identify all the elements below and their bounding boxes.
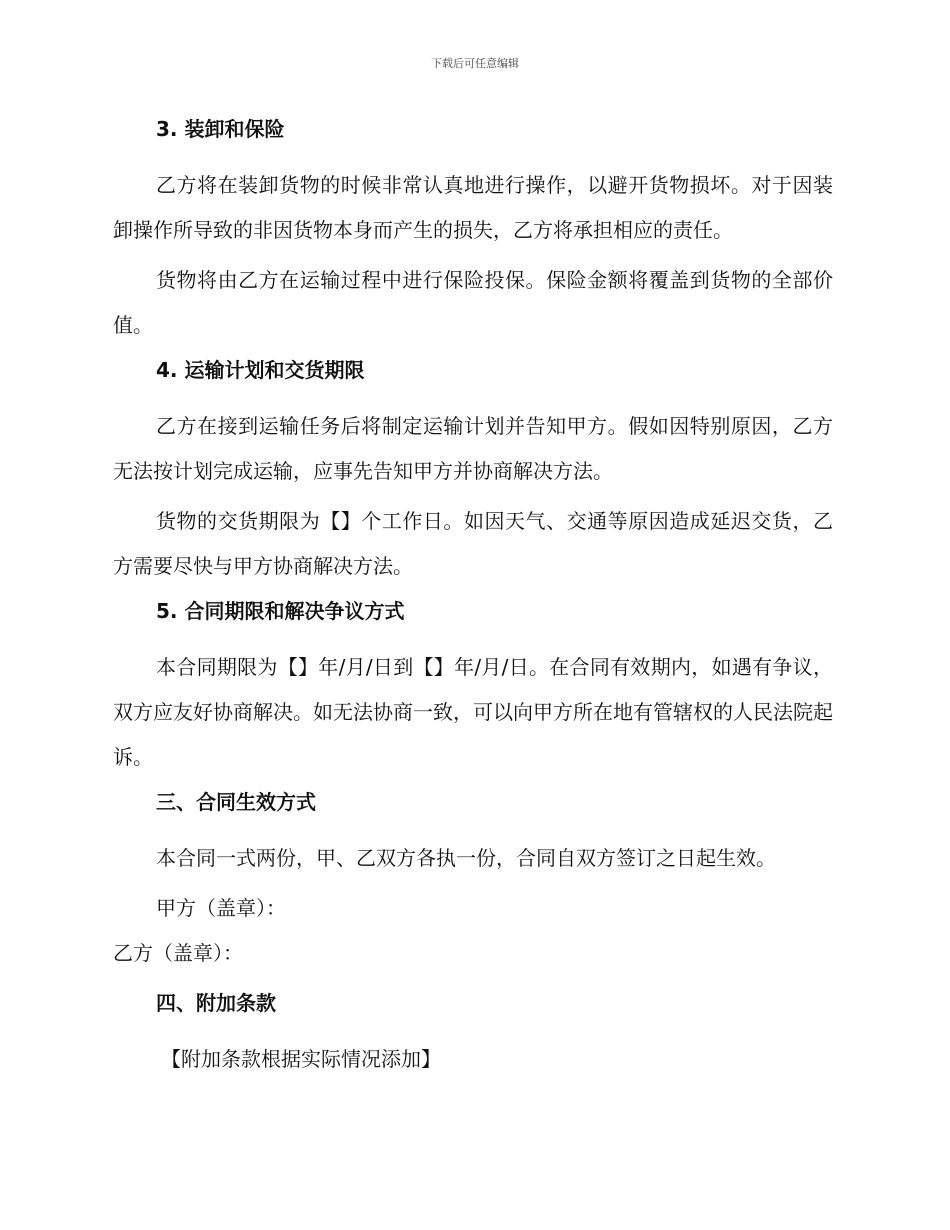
paragraph-insurance: 货物将由乙方在运输过程中进行保险投保。保险金额将覆盖到货物的全部价值。 [113,268,833,337]
paragraph-contract-term: 本合同期限为【】年/月/日到【】年/月/日。在合同有效期内，如遇有争议，双方应友好协商解决。如无法协商一致，可以向甲方所在地有管辖权的人民法院起诉。 [113,655,833,769]
paragraph-loading-responsibility: 乙方将在装卸货物的时候非常认真地进行操作，以避开货物损坏。对于因装卸操作所导致的非因货物本身而产生的损失，乙方将承担相应的责任。 [113,173,833,242]
paragraph-delivery-deadline: 货物的交货期限为【】个工作日。如因天气、交通等原因造成延迟交货，乙方需要尽快与甲方协商解决方法。 [113,509,833,578]
section-heading-5: 5. 合同期限和解决争议方式 [156,599,405,623]
paragraph-transport-plan: 乙方在接到运输任务后将制定运输计划并告知甲方。假如因特别原因，乙方无法按计划完成运输，应事先告知甲方并协商解决方法。 [113,414,833,483]
party-b-seal-line: 乙方（盖章）： [113,941,243,965]
section-heading-effectiveness: 三、合同生效方式 [156,790,316,814]
document-body [113,112,833,1082]
section-heading-4: 4. 运输计划和交货期限 [156,358,365,382]
section-heading-additional-terms: 四、附加条款 [156,991,276,1015]
party-a-seal-line: 甲方（盖章）： [156,896,286,920]
additional-terms-placeholder: 【附加条款根据实际情况添加】 [161,1047,441,1071]
section-heading-3: 3. 装卸和保险 [156,117,285,141]
paragraph-effectiveness: 本合同一式两份，甲、乙双方各执一份，合同自双方签订之日起生效。 [156,846,776,870]
header-note: 下载后可任意编辑 [431,57,519,70]
